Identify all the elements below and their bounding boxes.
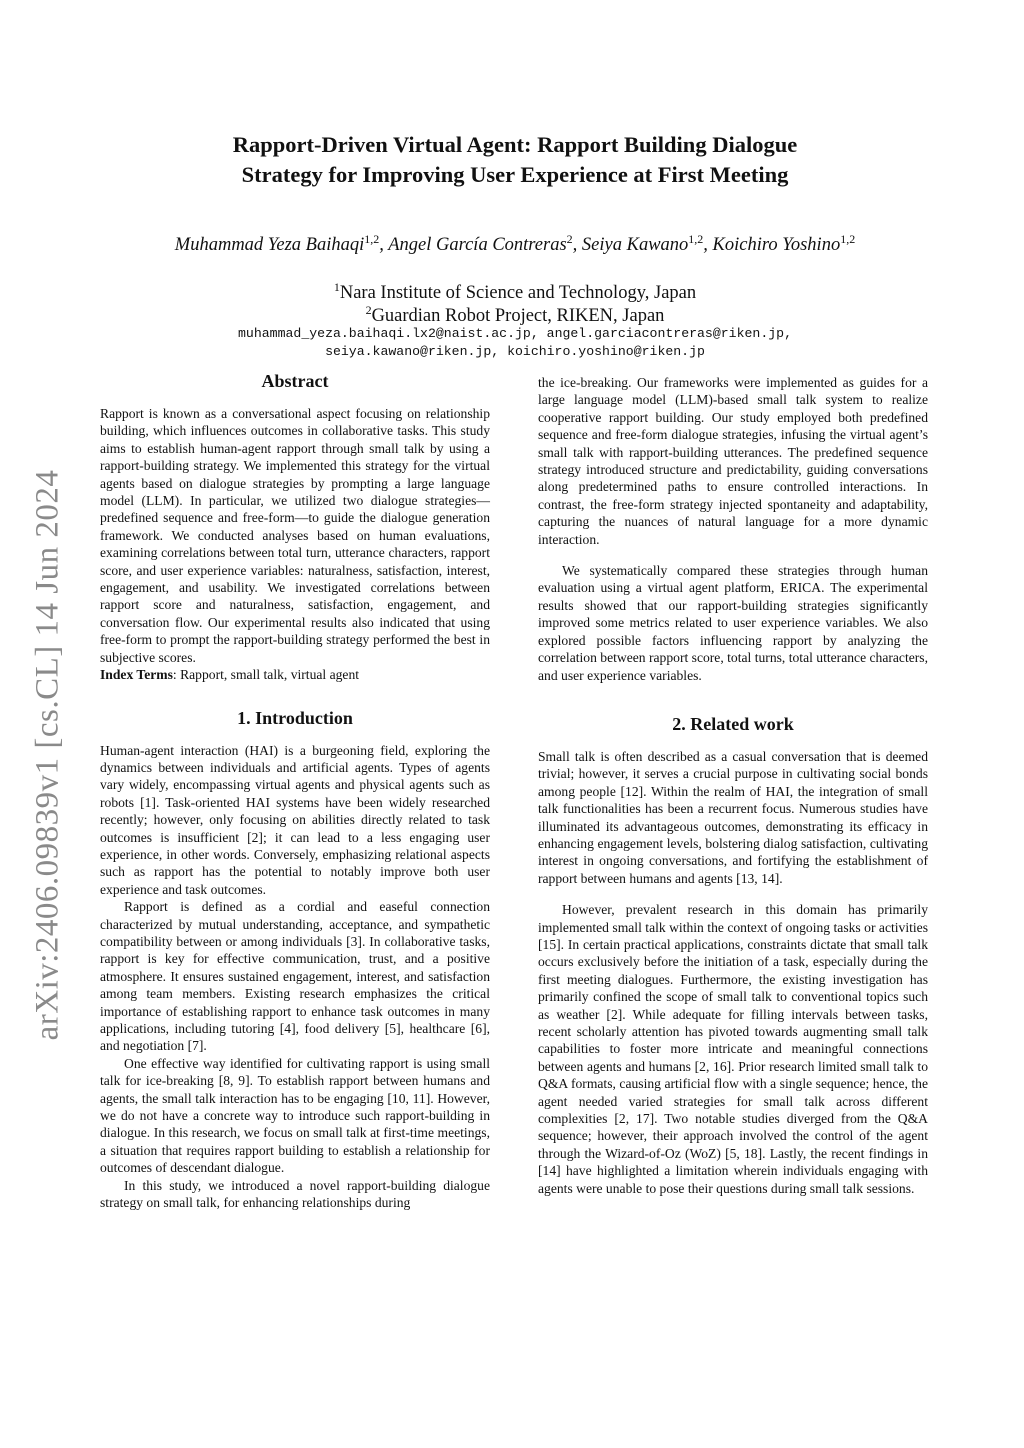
intro-paragraph: Rapport is defined as a cordial and easeful connection characterized by mutual understanding, acceptance, and sympathetic compatibility between or among individuals [3]. In collaborative tasks, rapport is key for effective communication, trust, and a positive atmosphere. It ensures sustained engagement, interest, and satisfaction among team members. Existing research emphasizes the critical importance of establishing rapport to enhance task outcomes in many applications, including tutoring [4], food delivery [5], healthcare [6], and negotiation [7].	[100, 899, 490, 1054]
intro-continuation-paragraph: the ice-breaking. Our frameworks were implemented as guides for a large language model (LLM)-based small talk system to realize cooperative rapport building. Our study employed both predefined sequence and free-form dialogue strategies, infusing the virtual agent’s small talk with rapport-building utterances. The predefined sequence strategy introduced structure and predictability, guiding conversations along predetermined paths to ensure controlled interactions. In contrast, the free-form strategy injected spontaneity and adaptability, capturing the nuances of natural language for a more dynamic interaction.	[538, 375, 928, 547]
abstract-text: Rapport is known as a conversational aspect focusing on relationship building, which influences outcomes in collaborative tasks. This study aims to establish human-agent rapport through small talk by using a rapport-building strategy. We implemented this strategy for the virtual agents based on dialogue strategies by prompting a large language model (LLM). In particular, we utilized two dialogue strategies—predefined sequence and free-form—to guide the dialogue generation framework. We conducted analyses based on human evaluations, examining correlations between total turn, utterance characters, rapport score, and user experience variables: naturalness, satisfaction, interest, engagement, and usability. We investigated correlations between rapport score and naturalness, satisfaction, engagement, and conversation flow. Our experimental results also indicated that using free-form to prompt the rapport-building strategy performed the best in subjective scores.	[100, 406, 490, 665]
email-line: seiya.kawano@riken.jp, koichiro.yoshino@riken.jp	[325, 344, 705, 359]
index-terms	[100, 666, 490, 683]
email-line: muhammad_yeza.baihaqi.lx2@naist.ac.jp, angel.garciacontreras@riken.jp,	[238, 326, 792, 341]
affiliation-text: Guardian Robot Project, RIKEN, Japan	[371, 306, 665, 327]
author-name: Angel García Contreras	[388, 235, 567, 256]
arxiv-sidebar-stamp	[28, 455, 68, 1055]
intro-paragraph: In this study, we introduced a novel rapport-building dialogue strategy on small talk, for enhancing relationships during	[100, 1177, 490, 1211]
author-list: Muhammad Yeza Baihaqi$^{1,2}$, Angel García Contreras$^2$, Seiya Kawano$^{1,2}$, Koichiro Yoshino$^{1,2}$	[174, 232, 856, 256]
intro-paragraph: One effective way identified for cultivating rapport is using small talk for ice-breaking [8, 9]. To establish rapport between humans and agents, the small talk interaction has to be engaging [10, 11]. However, we do not have a concrete way to introduce such rapport-building in dialogue. In this research, we focus on small talk at first-time meetings, a situation that requires rapport building to establish a relationship for outcomes of descendant dialogue.	[100, 1055, 490, 1176]
index-terms-label: Index Terms	[100, 667, 173, 683]
email-block	[150, 325, 880, 361]
author-affil-sup: 1,2	[688, 232, 704, 246]
title-line: Strategy for Improving User Experience at First Meeting	[241, 162, 789, 187]
author-name: Seiya Kawano	[581, 235, 689, 256]
arxiv-identifier: arXiv:2406.09839v1 [cs.CL] 14 Jun 2024	[29, 469, 66, 1041]
affiliation-sup: 2	[365, 303, 372, 317]
author-affil-sup: 1,2	[840, 232, 856, 246]
related-work-paragraph: However, prevalent research in this domain has primarily implemented small talk within the context of ongoing tasks or activities [15]. In certain practical applications, constraints dictate that small talk occurs exclusively before the initiation of a task, especially during the first meeting dialogues. Furthermore, the existing investigation has primarily confined the scope of small talk to conventional topics such as weather [2]. While adequate for filling intervals between tasks, recent scholarly attention has pivoted towards augmenting small talk capabilities to foster more intricate and meaningful connections between agents and humans [2, 16]. Prior research limited small talk to Q&A formats, causing artificial flow with a single sequence; hence, the agent needed varied strategies for small talk across different complexities [2, 17]. Two notable studies diverged from the Q&A sequence; however, their approach involved the control of the agent through the Wizard-of-Oz (WoZ) [5, 18]. Lastly, the recent findings in [14] have highlighted a limitation wherein individuals engaging with agents were unable to pose their questions during small talk sessions.	[538, 902, 928, 1196]
introduction-heading: 1. Introduction	[237, 707, 353, 728]
paper-title	[120, 130, 910, 190]
affiliation-text: Nara Institute of Science and Technology, Japan	[339, 283, 697, 304]
author-name: Muhammad Yeza Baihaqi	[174, 235, 365, 256]
author-affil-sup: 2	[566, 232, 573, 246]
title-line: Rapport-Driven Virtual Agent: Rapport Building Dialogue	[232, 132, 798, 157]
affiliation	[200, 299, 830, 327]
related-work-heading: 2. Related work	[672, 713, 794, 734]
index-terms-text: : Rapport, small talk, virtual agent	[172, 667, 360, 683]
related-work-paragraph: Small talk is often described as a casual conversation that is deemed trivial; however, it serves a crucial purpose in cultivating social bonds among people [12]. Within the realm of HAI, the integration of small talk functionalities has been a recurrent focus. Numerous studies have illuminated its advantageous outcomes, demonstrating its efficacy in enhancing engagement levels, bolstering dialog satisfaction, cultivating interest in ongoing conversations, and fortifying the establishment of rapport between humans and agents [13, 14].	[538, 748, 928, 886]
left-column	[100, 369, 490, 1211]
author-name: Koichiro Yoshino	[712, 235, 841, 256]
abstract-heading: Abstract	[261, 371, 329, 391]
intro-paragraph: Human-agent interaction (HAI) is a burgeoning field, exploring the dynamics between individuals and artificial agents. Types of agents vary widely, encompassing virtual agents and physical agents such as robots [1]. Task-oriented HAI systems have been widely researched recently; however, only focusing on abilities directly related to task outcomes is insufficient [2]; it can lead to a less engaging user experience, in other words. Conversely, emphasizing relational aspects such as rapport has the potential to notably improve both user experience and task outcomes.	[100, 742, 490, 897]
intro-continuation-paragraph: We systematically compared these strategies through human evaluation using a virtual agent platform, ERICA. The experimental results showed that our rapport-building strategies significantly improved some metrics related to user experience variables. We also explored possible factors influencing rapport by analyzing the correlation between rapport score, total turns, total utterance characters, and user experience variables.	[538, 563, 928, 683]
right-column	[538, 374, 928, 1197]
affiliation-sup: 1	[333, 280, 340, 294]
author-affil-sup: 1,2	[364, 232, 380, 246]
